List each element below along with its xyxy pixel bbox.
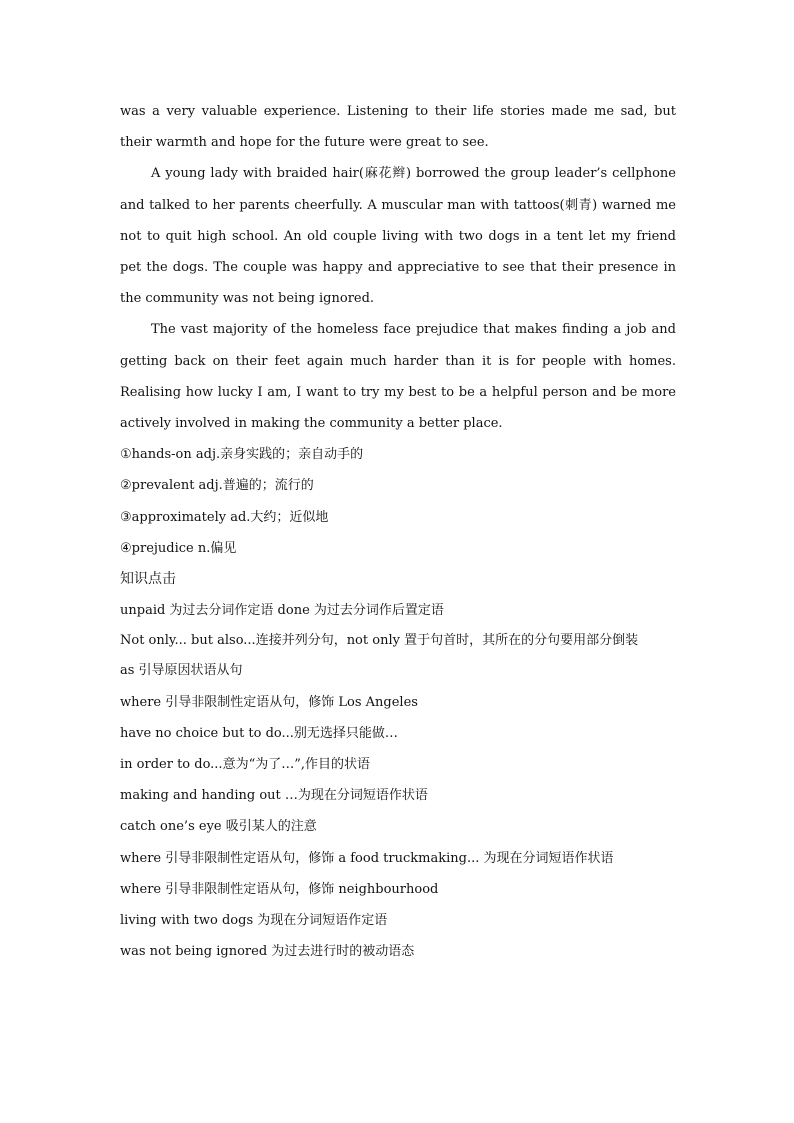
note-item: catch one’s eye 吸引某人的注意	[120, 819, 317, 835]
note-item: unpaid 为过去分词作定语 done 为过去分词作后置定语	[120, 603, 444, 619]
note-item: making and handing out …为现在分词短语作状语	[120, 788, 428, 804]
note-item: where 引导非限制性定语从句，修饰 Los Angeles	[120, 694, 418, 710]
vocab-item-prevalent: ②prevalent adj.普遍的；流行的	[120, 478, 314, 494]
vocab-item-prejudice: ④prejudice n.偏见	[120, 540, 237, 556]
vocab-item-approximately: ③approximately ad.大约；近似地	[120, 509, 329, 525]
paragraph-2: A young lady with braided hair(麻花辫) borrowed the group leader’s cellphone and talked to her parents cheerfully. A muscular man with tattoos(刺青) warned me not to quit high school. An old couple living with two dogs in a tent let my friend pet the dogs. The couple was happy and appreciative to see that their presence in the community was not being ignored.	[120, 166, 676, 307]
note-item: as 引导原因状语从句	[120, 663, 243, 679]
note-item: have no choice but to do...别无选择只能做…	[120, 725, 398, 741]
note-item: where 引导非限制性定语从句，修饰 neighbourhood	[120, 881, 439, 897]
paragraph-1: was a very valuable experience. Listening to their life stories made me sad, but their warmth and hope for the future were great to see.	[120, 104, 676, 151]
paragraph-3: The vast majority of the homeless face prejudice that makes finding a job and getting back on their feet again much harder than it is for people with homes. Realising how lucky I am, I want to try my best to be a helpful person and be more actively involved in making the community a better place.	[120, 322, 676, 432]
section-heading: 知识点击	[120, 571, 176, 588]
note-item: Not only... but also...连接并列分句，not only 置于句首时，其所在的分句要用部分倒装	[120, 633, 639, 649]
note-item: was not being ignored 为过去进行时的被动语态	[120, 944, 415, 960]
vocab-item-hands-on: ①hands-on adj.亲身实践的；亲自动手的	[120, 447, 364, 463]
document-page	[120, 96, 676, 967]
vocabulary-list	[120, 439, 676, 564]
note-item: where 引导非限制性定语从句，修饰 a food truckmaking... 为现在分词短语作状语	[120, 850, 614, 866]
notes-list	[120, 595, 676, 967]
note-item: in order to do...意为“为了…”,作目的状语	[120, 757, 370, 773]
note-item: living with two dogs 为现在分词短语作定语	[120, 913, 388, 929]
